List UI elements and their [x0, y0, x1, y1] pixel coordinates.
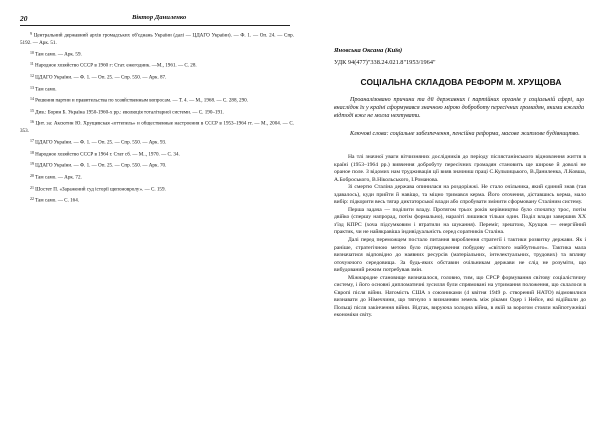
- footnote-item: [20, 31, 294, 47]
- body-paragraph: Далі перед переможцем постало питання вироблення стратегії і тактики розвитку держави. Як і раніше, стратегічною метою було підтвердження побудову «світлого майбутнього». Тактика мала визначатися відповідно до наявних ресурсів (матеріальних, інтелектуальних, трудових) та впливу оточуючого середовища. За будь-яких обставин очільникам держави не слід не розуміти, що вибудований режим потребував змін.: [334, 237, 586, 274]
- page-number: 20: [20, 14, 28, 23]
- footnote-number: 19: [30, 162, 34, 167]
- footnote-item: [20, 138, 294, 147]
- footnote-text: Там само. — С. 164.: [35, 197, 80, 204]
- footnote-number: 20: [30, 173, 34, 178]
- article-author: Яновська Оксана (Київ): [334, 47, 403, 54]
- footnote-item: [20, 73, 294, 82]
- footnote-text: Там само. — Арк. 72.: [35, 174, 82, 181]
- body-paragraph: Зі смертю Сталіна держава опинилася на роздоріжжі. Не стало очільника, який єдиний знав (тая здавалось), куди прийти й навіщо, та міцно тримався керма. Його оточення, діставшись керма, мало вибір: підкорити весь тягар диктаторської влади або спробувати змінити сформовану Сталіним систему.: [334, 184, 586, 206]
- footnote-number: 9: [30, 32, 32, 36]
- footnote-number: 14: [30, 97, 34, 102]
- body-paragraph: Перша задача — поділити владу. Протягом трьох років керівництво було спочатку трос, потім двійко (спершу напрорад, потім формально), наразіті лишився тільки один. Поділ влади завершив ХХ з'їзд КПРС (хоча підсумковим і втратили на шукання). Переміг, зрештою, Хрущов — енергійний практик, чи не найякравіша індивідуальність серед соратників Сталіна.: [334, 206, 586, 236]
- article-abstract: Проаналізовано причини та дії державних і партійних органів у соціальній сфері, що внаслідок їх у країні сформувався значною мірою доброботу пересічних громадян, якими вжлада відтоді вже не могла нехтувати.: [334, 97, 584, 119]
- running-header: [20, 13, 290, 26]
- footnote-item: [20, 185, 294, 194]
- footnote-number: 17: [30, 139, 34, 144]
- footnote-text: ЦДАГО України. — Ф. 1. — Оп. 25. — Спр. 550. — Арк. 93.: [35, 139, 167, 146]
- footnote-item: [20, 108, 294, 117]
- footnote-text: Народное хозяйство СССР в 1964 г. Стат сб. — М.., 1970. — С. 34.: [35, 151, 180, 158]
- footnote-number: 11: [30, 62, 34, 67]
- footnote-text: Там само.: [35, 86, 57, 93]
- footnote-text: ЦДАГО України. — Ф. 1. — Оп. 25. — Спр. 550. — Арк. 87.: [35, 74, 167, 81]
- article-title: СОЦІАЛЬНА СКЛАДОВА РЕФОРМ М. ХРУЩОВА: [360, 77, 562, 87]
- footnote-item: [20, 50, 294, 59]
- footnote-text: Центральний державний архів громадських об'єднань України (далі — ЦДАГО України). — Ф. 1. — Оп. 24. — Спр. 5192. — Арк. 51.: [20, 32, 294, 46]
- footnote-item: [20, 196, 294, 205]
- footnote-number: 16: [30, 120, 34, 125]
- footnote-number: 12: [30, 73, 34, 78]
- footnote-text: Шостет П. «Заражений суд історії щепоновролу». — С. 159.: [35, 186, 166, 193]
- footnote-item: [20, 119, 294, 135]
- udc-code: УДК 94(477)"338.24.021.8"1953/1964": [334, 59, 436, 66]
- footnote-text: Цит. за: Аксютин Ю. Хрущевская «оттепель» и общественные настроения в СССР в 1953–1964 гг. — М., 2004. — С. 353.: [20, 120, 294, 135]
- footnote-item: [20, 150, 294, 159]
- footnote-text: ЦДАГО України. — Ф. 1. — Оп. 25. — Спр. 550. — Арк. 70.: [35, 162, 167, 169]
- article-body: [334, 154, 586, 320]
- footnotes-list: [20, 31, 294, 208]
- right-page: [300, 0, 600, 428]
- body-paragraph: Міжнародне становище визначалося, головно, тим, що СРСР формування світову соціалістичну систему, і його основні дипломатичні зусилля були спрямовані на утримання положення, що склалося в Європі після війни. Натомість США з союзниками (4 квітня 1949 р. створений НАТО) відмовилися визнавати до Німеччини, що тягнуло з визнанням земель між ріками Одер і Нейсе, які відійшли до Польщі після закінчення війни. Відтак, вируюча холодна війна, в якій за ворогом стояли найпотужніші економіки світу.: [334, 274, 586, 319]
- footnote-number: 13: [30, 85, 34, 90]
- footnote-item: [20, 96, 294, 105]
- article-keywords: Ключові слова: соціальне забезпечення, пенсійна реформа, масове житлове будівництво.: [350, 131, 580, 137]
- footnote-number: 18: [30, 150, 34, 155]
- footnote-item: [20, 85, 294, 94]
- footnote-text: Там само. — Арк. 59.: [35, 51, 82, 58]
- footnote-text: Див.: Борин Б. Україна 1950-1960-х рр.: еволюція тоталітарної системи. — С. 190–191.: [35, 109, 224, 116]
- footnote-item: [20, 61, 294, 70]
- running-author: Віктор Даниленко: [132, 14, 187, 21]
- footnote-number: 21: [30, 185, 34, 190]
- footnote-number: 15: [30, 108, 34, 113]
- footnote-item: [20, 173, 294, 182]
- footnote-number: 22: [30, 197, 34, 202]
- footnote-number: 10: [30, 50, 34, 55]
- footnote-item: [20, 161, 294, 170]
- body-paragraph: На тлі значної уваги вітчизняних дослідників до періоду післястанінського відновлення життя в країні (1953–1964 рр.) вивчення добробуту пересічних громадян становить ще широке й доволі не ораное поле. З відомих нам трудживація ції вияв значниш праці С.Кульчицького, В.Даниленка, Л.Ковша, А.Боброського, В.Нікольського, І.Романова.: [334, 154, 586, 183]
- footnote-text: Народное хозяйство СССР в 1960 г: Стат. ежегодник. —М., 1961. — С. 28.: [35, 62, 197, 69]
- footnote-text: Решения партии и правительства по хозяйственным вопросам. — Т. 4. — М., 1968. — С. 288, 290.: [35, 97, 248, 104]
